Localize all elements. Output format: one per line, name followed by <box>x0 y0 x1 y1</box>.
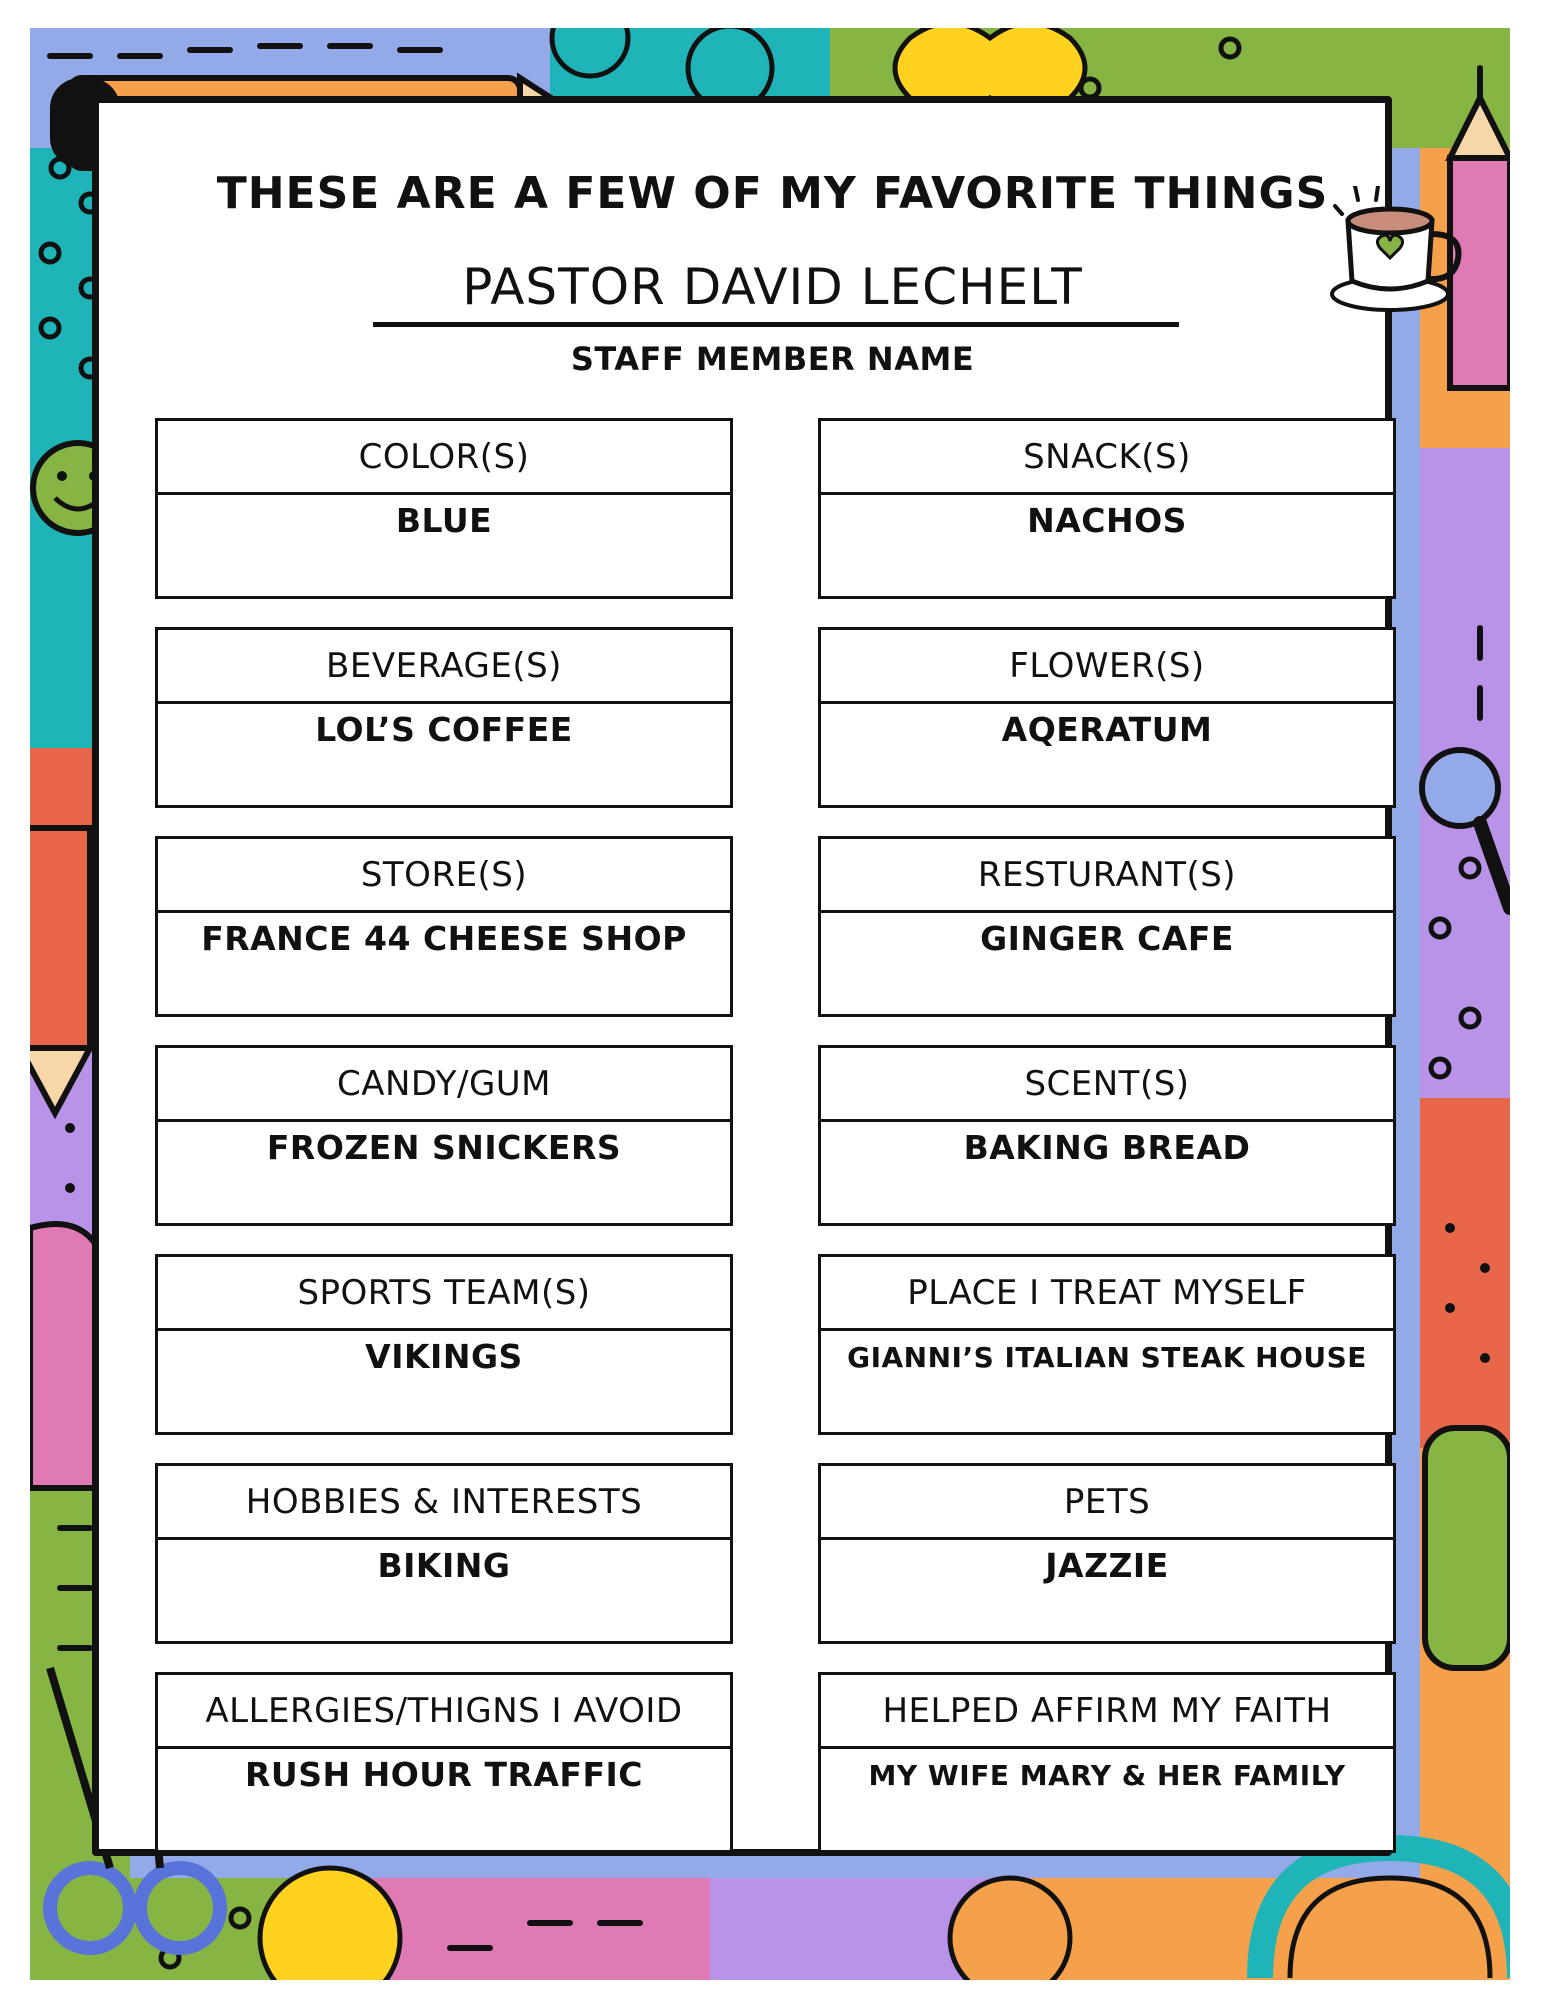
card-label: PLACE I TREAT MYSELF <box>821 1257 1393 1331</box>
card-label: CANDY/GUM <box>158 1048 730 1122</box>
card-value: LOL’S COFFEE <box>315 710 573 749</box>
favorite-card-allergies <box>155 1672 733 1853</box>
staff-name: PASTOR DAVID LECHELT <box>462 258 1083 316</box>
favorite-card-restaurants <box>818 836 1396 1017</box>
card-value: GINGER CAFE <box>980 919 1234 958</box>
card-label: PETS <box>821 1466 1393 1540</box>
card-value: NACHOS <box>1027 501 1187 540</box>
favorite-card-scents <box>818 1045 1396 1226</box>
card-value: VIKINGS <box>365 1337 523 1376</box>
card-label: FLOWER(S) <box>821 630 1393 704</box>
favorite-card-candy <box>155 1045 733 1226</box>
card-value: GIANNI’S ITALIAN STEAK HOUSE <box>847 1341 1367 1374</box>
card-value: RUSH HOUR TRAFFIC <box>245 1755 643 1794</box>
favorite-card-pets <box>818 1463 1396 1644</box>
favorite-card-sports-teams <box>155 1254 733 1435</box>
card-value: BAKING BREAD <box>963 1128 1251 1167</box>
favorite-card-stores <box>155 836 733 1017</box>
favorite-card-hobbies <box>155 1463 733 1644</box>
favorite-card-snacks <box>818 418 1396 599</box>
favorite-card-colors <box>155 418 733 599</box>
card-label: STORE(S) <box>158 839 730 913</box>
favorite-card-treat-place <box>818 1254 1396 1435</box>
card-label: RESTURANT(S) <box>821 839 1393 913</box>
favorite-card-beverages <box>155 627 733 808</box>
card-label: SPORTS TEAM(S) <box>158 1257 730 1331</box>
card-label: SNACK(S) <box>821 421 1393 495</box>
favorite-card-faith <box>818 1672 1396 1853</box>
page-title: THESE ARE A FEW OF MY FAVORITE THINGS <box>216 168 1329 219</box>
card-label: ALLERGIES/THIGNS I AVOID <box>158 1675 730 1749</box>
card-value: BIKING <box>377 1546 511 1585</box>
staff-name-label: STAFF MEMBER NAME <box>570 340 975 378</box>
favorite-card-flowers <box>818 627 1396 808</box>
card-value: MY WIFE MARY & HER FAMILY <box>868 1759 1346 1792</box>
card-label: SCENT(S) <box>821 1048 1393 1122</box>
card-value: JAZZIE <box>1045 1546 1169 1585</box>
card-value: FRANCE 44 CHEESE SHOP <box>201 919 687 958</box>
card-label: BEVERAGE(S) <box>158 630 730 704</box>
name-underline <box>373 322 1179 327</box>
card-value: FROZEN SNICKERS <box>266 1128 622 1167</box>
card-value: BLUE <box>395 501 493 540</box>
card-label: HOBBIES & INTERESTS <box>158 1466 730 1540</box>
card-label: COLOR(S) <box>158 421 730 495</box>
card-label: HELPED AFFIRM MY FAITH <box>821 1675 1393 1749</box>
card-value: AQERATUM <box>1001 710 1213 749</box>
